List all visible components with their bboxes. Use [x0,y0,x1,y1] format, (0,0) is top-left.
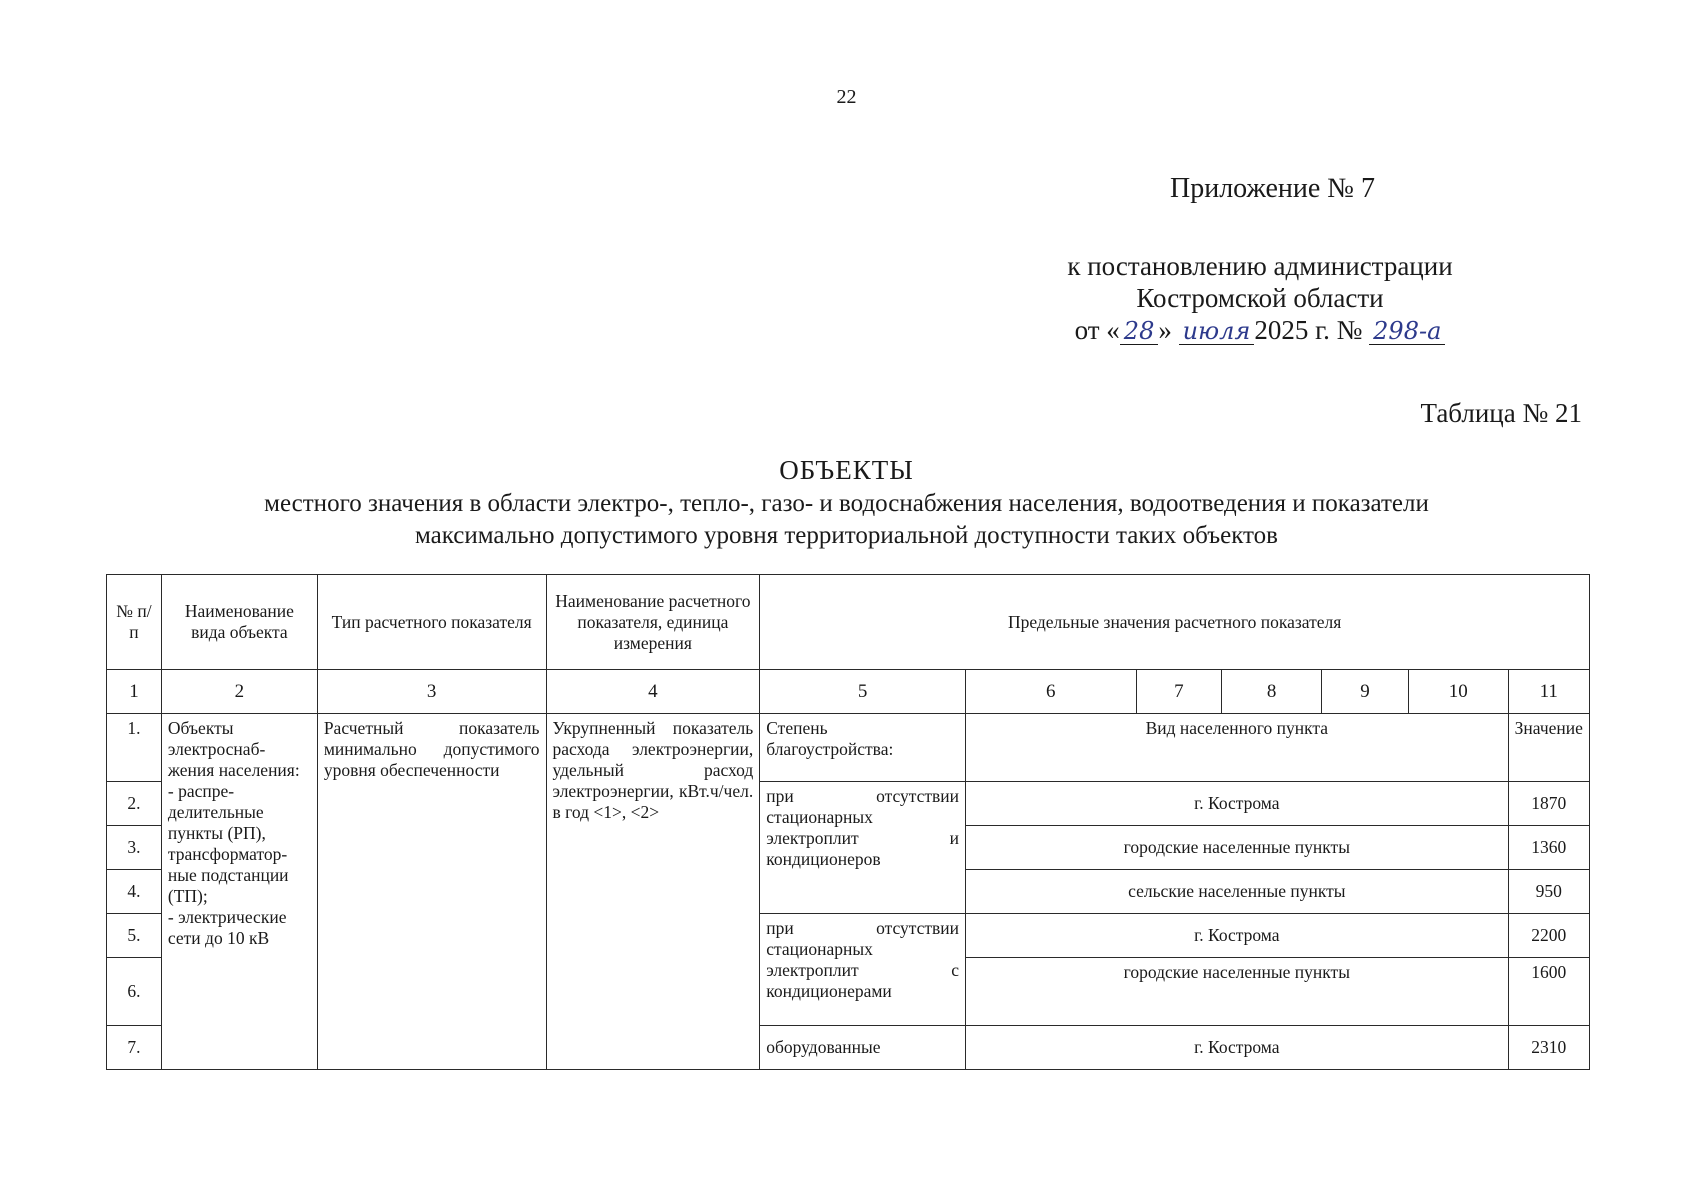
date-prefix: от « [1074,315,1120,345]
row-number: 2. [107,782,162,826]
settlement-cell: сельские населенные пункты [966,870,1509,914]
value-header: Значение [1508,714,1589,782]
decree-date-line [1025,314,1495,346]
column-number: 1 [107,670,162,714]
settlement-type-header: Вид населенного пункта [966,714,1509,782]
value-cell: 950 [1508,870,1589,914]
decree-number-handwritten: 298-а [1369,318,1445,345]
column-number: 7 [1136,670,1222,714]
header-row [107,575,1590,670]
date-month-handwritten: июля [1179,318,1255,345]
row-number: 1. [107,714,162,782]
subtitle-line-2: максимально допустимого уровня территориальной доступности таких объектов [415,522,1278,549]
value-cell: 1870 [1508,782,1589,826]
column-number: 6 [966,670,1137,714]
page-number: 22 [836,86,857,108]
header-indicator-name: Наименование расчетного показателя, единица измерения [546,575,760,670]
subtitle-line-1: местного значения в области электро-, тепло-, газо- и водоснабжения населения, водоотведения и показатели [264,490,1429,517]
row-number: 5. [107,914,162,958]
settlement-cell: г. Кострома [966,782,1509,826]
settlement-cell: г. Кострома [966,914,1509,958]
date-day-handwritten: 28 [1120,318,1159,345]
settlement-cell: г. Кострома [966,1026,1509,1070]
table-row [107,714,1590,782]
data-table [106,574,1590,1070]
decree-reference [1025,250,1495,346]
indicator-type-cell: Расчетный показатель минимально допустимого уровня обеспеченности [317,714,546,1070]
group-no-stoves-with-ac: при отсутствии стационарных электроплит с кондиционерами [760,914,966,1026]
object-type-cell: Объекты электроснаб-жения населения: - распре-делительные пункты (РП), трансформатор-ные подстанции (ТП); - электрические сети до 10 кВ [161,714,317,1070]
column-number: 11 [1508,670,1589,714]
column-number: 10 [1408,670,1508,714]
date-mid: » [1158,315,1172,345]
appendix-title: Приложение № 7 [1170,173,1375,204]
row-number: 3. [107,826,162,870]
header-object-type: Наименование вида объекта [161,575,317,670]
settlement-cell: городские населенные пункты [966,958,1509,1026]
column-number-row [107,670,1590,714]
header-indicator-type: Тип расчетного показателя [317,575,546,670]
table-label: Таблица № 21 [1420,398,1582,428]
group-equipped: оборудованные [760,1026,966,1070]
value-cell: 1360 [1508,826,1589,870]
column-number: 5 [760,670,966,714]
row-number: 7. [107,1026,162,1070]
row-number: 6. [107,958,162,1026]
decree-line-1: к постановлению администрации [1067,251,1453,281]
document-subtitle [130,488,1563,552]
header-limit-values: Предельные значения расчетного показателя [760,575,1590,670]
column-number: 9 [1322,670,1409,714]
header-num: № п/п [107,575,162,670]
value-cell: 2200 [1508,914,1589,958]
column-number: 3 [317,670,546,714]
document-title: ОБЪЕКТЫ [779,455,914,485]
settlement-cell: городские населенные пункты [966,826,1509,870]
value-cell: 1600 [1508,958,1589,1026]
indicator-name-cell: Укрупненный показатель расхода электроэнергии, удельный расход электроэнергии, кВт.ч/чел. в год <1>, <2> [546,714,760,1070]
column-number: 2 [161,670,317,714]
row-number: 4. [107,870,162,914]
value-cell: 2310 [1508,1026,1589,1070]
column-number: 8 [1222,670,1322,714]
group-no-stoves-no-ac: при отсутствии стационарных электроплит и кондиционеров [760,782,966,914]
date-year: 2025 г. № [1254,315,1363,345]
column-number: 4 [546,670,760,714]
decree-line-2: Костромской области [1136,283,1384,313]
improvement-header-cell: Степень благоустройства: [760,714,966,782]
